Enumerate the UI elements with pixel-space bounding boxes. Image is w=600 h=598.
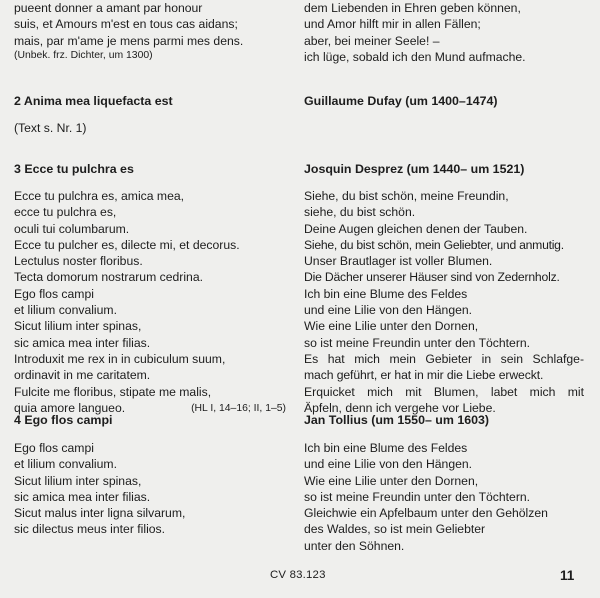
catalog-number: CV 83.123: [270, 569, 326, 581]
verse-line: ecce tu pulchra es,: [14, 205, 117, 220]
text-reference-note: (Text s. Nr. 1): [14, 121, 87, 135]
verse-line: Introduxit me rex in in cubiculum suum,: [14, 351, 226, 366]
verse-line: Sicut malus inter ligna silvarum,: [14, 506, 186, 521]
source-attribution: (Unbek. frz. Dichter, um 1300): [14, 49, 153, 61]
section-heading-4: 4 Ego flos campi: [14, 413, 113, 427]
section-heading-2: 2 Anima mea liquefacta est: [14, 94, 173, 108]
verse-line: Äpfeln, denn ich vergehe vor Liebe.: [304, 400, 496, 415]
verse-line: und Amor hilft mir in allen Fällen;: [304, 17, 481, 32]
page-number: 11: [560, 568, 575, 583]
verse-line: Tecta domorum nostrarum cedrina.: [14, 270, 203, 285]
verse-line: und eine Lilie von den Hängen.: [304, 457, 473, 472]
verse-line: Ich bin eine Blume des Feldes: [304, 441, 468, 455]
verse-line: Wie eine Lilie unter den Dornen,: [304, 473, 479, 488]
verse-line: Siehe, du bist schön, meine Freundin,: [304, 189, 509, 203]
verse-line: unter den Söhnen.: [304, 538, 405, 553]
verse-line: Es hat mich mein Gebieter in sein Schlafge-: [304, 351, 584, 366]
verse-line: siehe, du bist schön.: [304, 205, 416, 220]
josquin-translation: [304, 188, 584, 416]
verse-line: Siehe, du bist schön, mein Geliebter, und anmutig.: [304, 237, 564, 252]
verse-line: Ecce tu pulcher es, dilecte mi, et decorus.: [14, 237, 240, 252]
verse-line: sic dilectus meus inter filios.: [14, 522, 166, 537]
verse-line: Sicut lilium inter spinas,: [14, 319, 142, 334]
verse-line: pueent donner a amant par honour: [14, 1, 203, 15]
verse-line: so ist meine Freundin unter den Töchtern.: [304, 335, 531, 350]
verse-line: Wie eine Lilie unter den Dornen,: [304, 319, 479, 334]
verse-line: ordinavit in me caritatem.: [14, 368, 151, 383]
verse-line: so ist meine Freundin unter den Töchtern.: [304, 489, 531, 504]
verse-line: quia amore langueo.: [14, 400, 126, 415]
section-3-lyrics: [14, 188, 286, 416]
verse-line: Erquicket mich mit Blumen, labet mich mit: [304, 384, 584, 399]
section-heading-3: 3 Ecce tu pulchra es: [14, 162, 134, 176]
verse-line: Unser Brautlager ist voller Blumen.: [304, 254, 493, 269]
verse-line: ich lüge, sobald ich den Mund aufmache.: [304, 49, 526, 64]
verse-line: Ich bin eine Blume des Feldes: [304, 286, 468, 301]
verse-line: mach geführt, er hat in mir die Liebe erweckt.: [304, 368, 544, 383]
intro-stanza-german: [304, 0, 584, 65]
verse-line: aber, bei meiner Seele! –: [304, 33, 440, 48]
composer-heading-josquin: Josquin Desprez (um 1440– um 1521): [304, 162, 525, 176]
verse-line: mais, par m'ame je mens parmi mes dens.: [14, 33, 244, 48]
composer-heading-dufay: Guillaume Dufay (um 1400–1474): [304, 94, 498, 108]
tollius-translation: [304, 440, 584, 554]
verse-line: oculi tui columbarum.: [14, 221, 130, 236]
verse-line: Gleichwie ein Apfelbaum unter den Gehölzen: [304, 506, 548, 521]
intro-stanza-latin: [14, 0, 286, 61]
verse-line: dem Liebenden in Ehren geben können,: [304, 1, 521, 15]
verse-line: und eine Lilie von den Hängen.: [304, 303, 473, 318]
composer-heading-tollius: Jan Tollius (um 1550– um 1603): [304, 413, 490, 427]
verse-line: Die Dächer unserer Häuser sind von Zedernholz.: [304, 270, 560, 285]
verse-line: Fulcite me floribus, stipate me malis,: [14, 384, 212, 399]
verse-line: Ego flos campi: [14, 286, 94, 301]
verse-line: sic amica mea inter filias.: [14, 489, 151, 504]
verse-line: et lilium convalium.: [14, 457, 117, 472]
verse-line: suis, et Amours m'est en tous cas aidans;: [14, 17, 238, 32]
verse-line: Ecce tu pulchra es, amica mea,: [14, 189, 185, 203]
verse-line: des Waldes, so ist mein Geliebter: [304, 522, 486, 537]
verse-line: Sicut lilium inter spinas,: [14, 473, 142, 488]
verse-line: Deine Augen gleichen denen der Tauben.: [304, 221, 528, 236]
section-4-lyrics: [14, 440, 286, 538]
bible-reference: (HL I, 14–16; II, 1–5): [191, 402, 286, 414]
verse-line: Ego flos campi: [14, 441, 94, 455]
verse-line: et lilium convalium.: [14, 303, 117, 318]
verse-line: Lectulus noster floribus.: [14, 254, 143, 269]
verse-line: sic amica mea inter filias.: [14, 335, 151, 350]
